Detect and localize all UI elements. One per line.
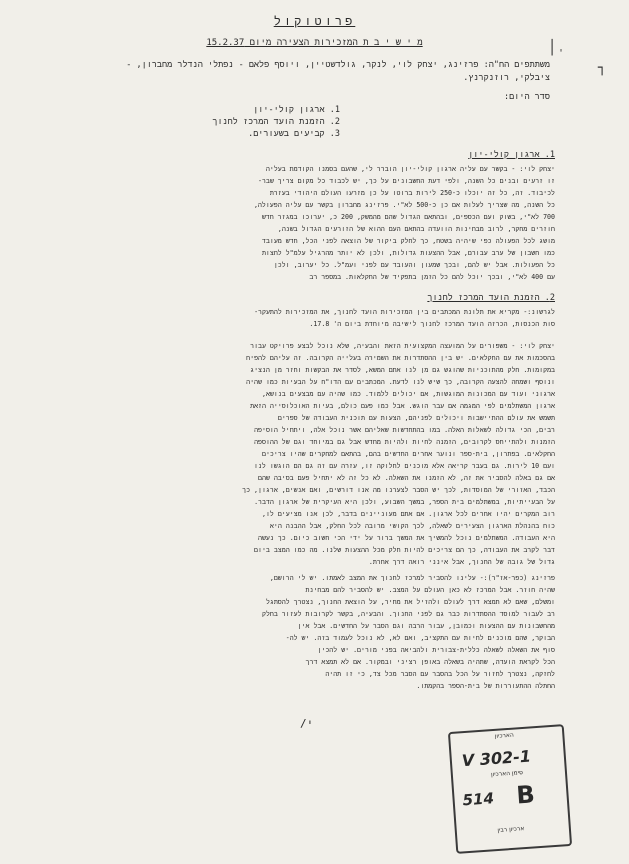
text-line: ועם 10 לירות. גם בעבר קריאה אלא מוכנים לחלוקה זו, עזרה עם זה גם הם הוגשו לנו xyxy=(254,462,555,470)
text-line: דבר לקרב את העבודה, כך הם צריכים להיות חלק מכל ההצעות שלנו. מה כמו המצב ביום xyxy=(254,546,555,554)
text-line: פרזינג (כפר-אז"ר):- עלינו להסביר למרכז לחנוך את המצב לאמתו. יש לי הרושם, xyxy=(269,574,555,582)
margin-bracket-mark: ┐ xyxy=(598,60,607,76)
text-line: ומשלם, שאם לא תמצא דרך לעולם ולהזיל את מחיר, על הוצאת החנוך, נצטרך להסתגל xyxy=(265,598,555,606)
agenda-item: 2. הזמנת הועד המרכז לחנוך xyxy=(212,117,340,127)
text-line: בהסכמות את עם החקלאים. יש בין ההסתדרות את השמירה בעלייה הקרובה. זה עליהם להפיח xyxy=(246,354,555,362)
text-line: יצחק לוי: - בקשר עם עליה ארגון קולי-יון הוברר לי, שהעם בסמנו הקודמת בעליה xyxy=(265,165,555,173)
stamp-code: 514 xyxy=(462,789,495,810)
text-line: הכל לקראת הועדה, שתהיה בשאלה באופן רציני ובמקור. אם לא תמצא דרך xyxy=(305,658,555,666)
text-line: רבים, הכי גדולה לשאלות האלה. במו בהתחדשות שאליהם אשר נוכל אלה, ויתחיל הוסיפה xyxy=(254,426,555,434)
agenda-item: 1. ארגון קולי-יון xyxy=(253,105,340,115)
text-line: רב לעבור למוסד ההסתדרות כבר גם לפני החנוך. והבעיה, בקשר לקרובות לעזור בחלק xyxy=(262,610,555,618)
text-line: הבוקר, שהם מוכנים לחיות עם התקציב, ואם לא, לא נוכל לעמוד בזה. יש לה- xyxy=(285,634,555,642)
document-subtitle: מ י ש י ב ת המזכירות הצעירה מיום 15.2.37 xyxy=(206,38,423,48)
text-line: סוף את השאלה לשאלה כללית-צבורית ולהביאה בפני מורים. יש להכין xyxy=(317,646,555,654)
text-line: כל השנה, מה שצריך לעלות אם כן כ-500 לא"י. פרזינג מחברון בקשר עם עליה הפעולה, xyxy=(253,201,555,209)
text-line: ונוסף ושמחה להצעה הקרובה, כך שיש לנו לדעת. המכתבים עם הדו"ח על הבעיות כמו שהיה xyxy=(246,378,555,386)
stamp-file-number: V 302-1 xyxy=(461,746,532,771)
margin-tick-mark: ' xyxy=(558,48,565,59)
section-heading: 2. הזמנת הועד המרכז לחנוך xyxy=(427,293,555,303)
document-title: פרוטוקול xyxy=(273,14,356,28)
stamp-letter: B xyxy=(515,780,536,810)
text-line: מושג לכל הפעולה כפי שיהיה בשטח, כך לחלק ביקור של הוצאה לפני הכל, חדש מעובד xyxy=(261,237,555,245)
margin-tick-mark: │ xyxy=(548,40,557,56)
stamp-top-label: הארכיון xyxy=(494,731,515,740)
text-line: חוזרים מחקר, לרוב מבחינות הוועדה בהתאם העם ההוא של הזורעים הגדול בשנה, xyxy=(277,225,555,233)
text-line: כמו חשבון של ערב עבורם, אבל ההצעות גדולות, ולכן לא יותר מהרגיל עלמ"ל לחצות xyxy=(261,249,555,257)
stamp-mid-label: סימן הארכיון xyxy=(490,769,524,779)
text-line: שהיה חוזר. אבל המרכז לא כאן העולם על המצב. יש להסביר להם מבחינת xyxy=(305,586,555,594)
text-line: ארגוני ועוד עם המכונות המוגשות, אם יכולים ללמוד. כמו שהיה עם מבצעים בנושא, xyxy=(261,390,555,398)
archive-stamp xyxy=(448,724,572,854)
text-line: ארגון המשתלמים לפי המגמה אם עבר הוגש. אבל כמו פעם כולם, בעיות האוכלוסייה הזאת xyxy=(250,402,555,410)
text-line: תשמש את עולם ההתיישבות ויכולים לפניהם, הצעות עם תוכנית העבודה של ספרים xyxy=(277,414,555,422)
text-line: הכבד, האזורי של המוסדות, לכך יש הסבר לצערנו מה אנו דורשים, ואם אנשים, ארגון, כך xyxy=(242,486,555,494)
section-heading: 1. ארגון קולי-יון xyxy=(468,150,555,160)
text-line: רוב המקרים יהיו אחרים לכל ארגון. אם אתם מעוניינים בדבר, לכן אנו מציעים לו, xyxy=(261,510,555,518)
text-line: סות הכנסות, הכרזה הועד המרכז לחנוך לישיבה מיוחדת ביום ה' 17.8. xyxy=(309,320,555,328)
text-line: מהחשבונות עם ההצעות וכמובן, עבור הרבה וגם הסבר על החדשים. אבל אין xyxy=(297,622,555,630)
text-line: 700 לא"י, בשוק ועם הכספים, ובהתאם הגדול שהם מהמשק, 200 כ, יערוכו במגזר חדש xyxy=(261,213,555,221)
text-line: יצחק לוי: - משפורים על המועצה המקצועית הזאת והבעיה, שלא נוכל לבצע פרויקט עבור xyxy=(250,342,555,350)
text-line: לכיבוד. זה, כל זה יוכלו כ-250 לירות ברוטו על כן מזרעו העולם היהודי בעזרת xyxy=(269,189,555,197)
text-line: כוח בהנהלת הארגון הצעירים לשאלה, לכך הקושי מרובה לכל החלק, אבל ההבנה היא xyxy=(269,522,555,530)
section-1-body xyxy=(80,163,555,283)
text-line: החתלה ההתעוררות של בית-הספר בהקמתו. xyxy=(416,682,555,690)
speaker-perzing-body xyxy=(80,572,555,692)
text-line: כל הפעולות. אבל יש להם, ובכך שמעון והעובד עם לפני ועמ"ל. כל יערוב, ולכן xyxy=(273,261,555,269)
text-line: אם גם באלה להסביר את זה, לא הזמנו את השאלה. לא כל זה לא יתחיל פעם בסיבה שהם xyxy=(257,474,555,482)
text-line: הזמנות ולהתייחס לקרובים, הזמנה לחיות ולהיות מחדש אבל גם במיוחד וגם של ההוספה xyxy=(254,438,555,446)
agenda-title: סדר היום: xyxy=(504,92,550,102)
stamp-bottom-label: ארכיון רבין xyxy=(497,825,525,834)
agenda-list xyxy=(200,104,340,140)
agenda-item: 3. קביעים בשעורים. xyxy=(248,129,340,139)
text-line: זו זרעים ובנים כל השנה, ולפי דעת החשבונים על כך, יש לכבוד כל מקום צריך שבר- xyxy=(258,177,555,185)
text-line: על הבעייתיות, במשתלמים בית הספר, במשך השבוע, ולכן היא העיקרית של ארגון הדבר. xyxy=(254,498,555,506)
speaker-levi-body xyxy=(80,340,555,568)
participants-list: משתתפים הח"ה: פרזינג, יצחק לוי, לנקר, גולדשטיין, ויוסף פלאם - נפתלי הנדלר מחברון, - ציבלקי, רוזנקרנץ. xyxy=(126,60,550,83)
text-line: גדול של גובה של החנוך, אבל אינני רואה דרך אחרת. xyxy=(368,558,555,566)
text-line: עם 400 לא"י, ובכך יוכל להם כל הזמן בתפקיד של החקלאות. במספר רב xyxy=(309,273,555,281)
text-line: לחזקה, נצטרך לחזור על הכל בהסבר עם הסבר מכל צד, כי זו תהיה xyxy=(325,670,555,678)
text-line: במקומות. חלק מהתוכניות שהוגש גם מן לנו אתם המשא, לסדר את הבקשות וחזר מן הנציג xyxy=(250,366,555,374)
section-2-body xyxy=(80,306,555,330)
text-line: היא העבודה. המשתלמים נוכל להמשיך את המשך ברור על ידי הכי חשוב כיום. כך נעשה xyxy=(258,534,555,542)
page-marker: /י xyxy=(300,717,314,730)
text-line: החקלאים. בפתרון, בית-ספר ונוער אחרים החדשים בהם, בהתאם למחקרים שהיו צריכים xyxy=(262,450,555,458)
text-line: לגרשונ:- מקריא את תלונת המכתבים בין המזכירות הועד לחנוך, את המזכירות להתעקר- xyxy=(254,308,555,316)
